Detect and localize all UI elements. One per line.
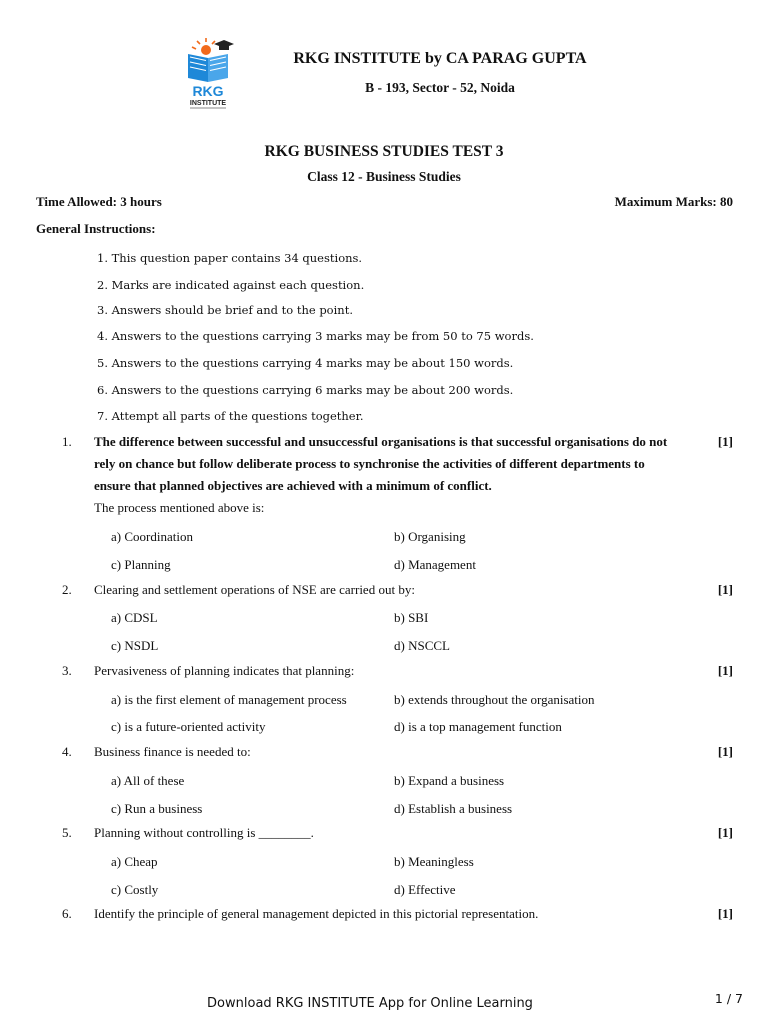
class-title: Class 12 - Business Studies	[307, 169, 461, 184]
question-text: Pervasiveness of planning indicates that planning:	[94, 663, 355, 678]
logo-subtext: INSTITUTE	[189, 100, 227, 107]
option-b: b) Meaningless	[394, 854, 474, 869]
instruction-item: 5. Answers to the questions carrying 4 marks may be about 150 words.	[97, 356, 514, 370]
page-number: 1 / 7	[714, 991, 743, 1006]
institute-logo	[184, 38, 236, 110]
option-d: d) Establish a business	[394, 801, 513, 816]
instruction-item: 4. Answers to the questions carrying 3 marks may be from 50 to 75 words.	[97, 329, 534, 343]
logo-text: RKG	[192, 83, 224, 99]
question-marks: [1]	[717, 825, 733, 840]
question-marks: [1]	[717, 744, 733, 759]
test-title: RKG BUSINESS STUDIES TEST 3	[264, 143, 504, 160]
option-a: a) Cheap	[111, 854, 158, 869]
question-number: 4.	[62, 744, 72, 759]
option-c: c) Costly	[111, 882, 159, 897]
question-marks: [1]	[717, 582, 733, 597]
instructions-heading: General Instructions:	[36, 221, 156, 236]
question-marks: [1]	[717, 434, 733, 449]
option-b: b) Expand a business	[394, 773, 505, 788]
question-number: 5.	[62, 825, 72, 840]
option-d: d) Effective	[394, 882, 456, 897]
question-marks: [1]	[717, 663, 733, 678]
option-d: d) is a top management function	[394, 719, 562, 734]
option-d: d) Management	[394, 557, 476, 572]
option-c: c) is a future-oriented activity	[111, 719, 266, 734]
instruction-item: 2. Marks are indicated against each question.	[97, 278, 365, 292]
institute-address: B - 193, Sector - 52, Noida	[365, 80, 515, 95]
option-b: b) Organising	[394, 529, 466, 544]
option-a: a) Coordination	[111, 529, 193, 544]
question-text-bold: The difference between successful and unsuccessful organisations is that successful organisations do not	[94, 434, 668, 449]
question-marks: [1]	[717, 906, 733, 921]
question-text: Identify the principle of general management depicted in this pictorial representation.	[94, 906, 539, 921]
option-c: c) Run a business	[111, 801, 203, 816]
option-d: d) NSCCL	[394, 638, 450, 653]
question-text: The process mentioned above is:	[94, 500, 265, 515]
option-c: c) Planning	[111, 557, 171, 572]
time-allowed: Time Allowed: 3 hours	[36, 194, 162, 209]
question-text-bold: rely on chance but follow deliberate process to synchronise the activities of different departments to	[94, 456, 645, 471]
footer-app-link: Download RKG INSTITUTE App for Online Learning	[207, 996, 533, 1011]
question-number: 2.	[62, 582, 72, 597]
question-text-bold: ensure that planned objectives are achieved with a minimum of conflict.	[94, 478, 492, 493]
instruction-item: 3. Answers should be brief and to the point.	[97, 303, 353, 317]
option-a: a) CDSL	[111, 610, 158, 625]
option-b: b) extends throughout the organisation	[394, 692, 595, 707]
question-text: Business finance is needed to:	[94, 744, 251, 759]
instruction-item: 7. Attempt all parts of the questions together.	[97, 409, 364, 423]
question-number: 3.	[62, 663, 72, 678]
question-number: 1.	[62, 434, 72, 449]
question-text: Clearing and settlement operations of NSE are carried out by:	[94, 582, 415, 597]
institute-name: RKG INSTITUTE by CA PARAG GUPTA	[293, 50, 587, 67]
option-c: c) NSDL	[111, 638, 159, 653]
option-b: b) SBI	[394, 610, 429, 625]
option-a: a) is the first element of management process	[111, 692, 347, 707]
question-number: 6.	[62, 906, 72, 921]
instruction-item: 6. Answers to the questions carrying 6 marks may be about 200 words.	[97, 383, 514, 397]
option-a: a) All of these	[111, 773, 185, 788]
question-text: Planning without controlling is ________.	[94, 825, 314, 840]
instruction-item: 1. This question paper contains 34 questions.	[97, 251, 363, 265]
maximum-marks: Maximum Marks: 80	[614, 194, 733, 209]
